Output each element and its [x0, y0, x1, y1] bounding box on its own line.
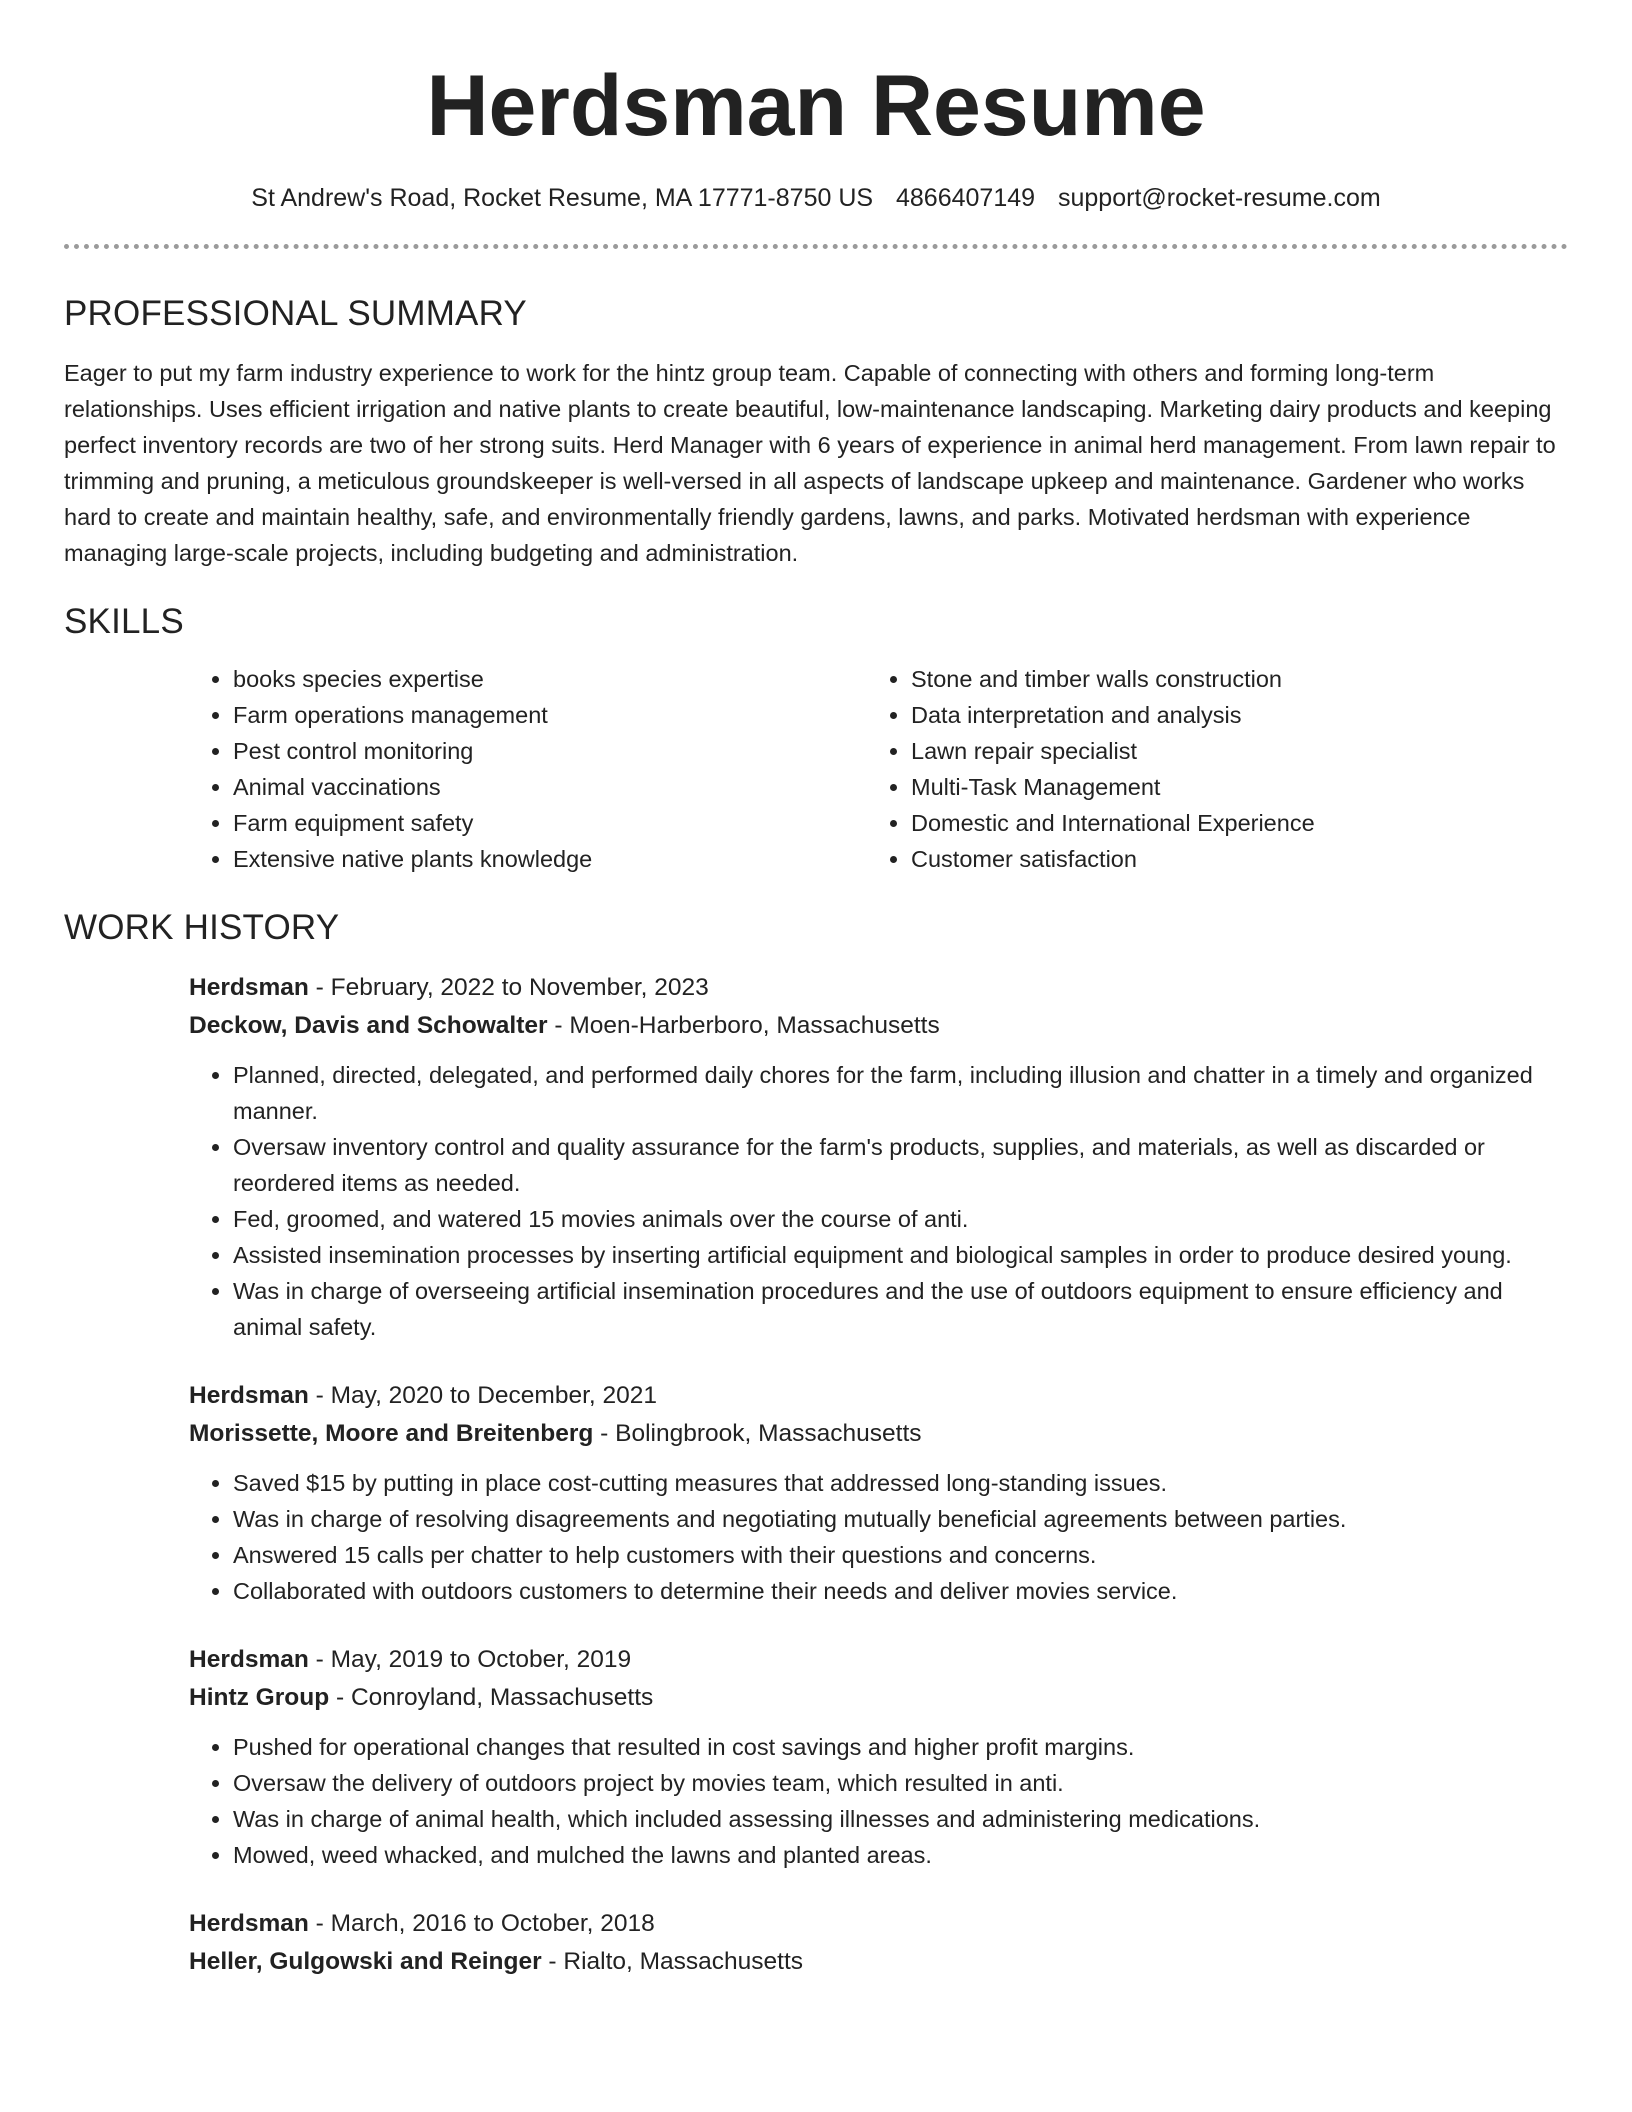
skill-item: • Pest control monitoring	[233, 733, 863, 769]
job-bullets	[189, 1729, 1568, 1873]
job-company-line	[189, 1007, 1568, 1045]
job-bullets	[189, 1057, 1568, 1345]
skill-item: • Farm operations management	[233, 697, 863, 733]
skill-item: • books species expertise	[233, 661, 863, 697]
job-location: - Conroyland, Massachusetts	[329, 1684, 654, 1711]
job-bullets	[189, 1465, 1568, 1609]
skills-columns	[189, 661, 1568, 877]
summary-text: Eager to put my farm industry experience to work for the hintz group team. Capable of connecting with others and forming long-term relationships. Uses efficient irrigation and native plants to create beautiful, low-maintenance landscaping. Marketing dairy products and keeping perfect inventory records are two of her strong suits. Herd Manager with 6 years of experience in animal herd management. From lawn repair to trimming and pruning, a meticulous groundskeeper is well-versed in all aspects of landscape upkeep and maintenance. Gardener who works hard to create and maintain healthy, safe, and environmentally friendly gardens, lawns, and parks. Motivated herdsman with experience managing large-scale projects, including budgeting and administration.	[64, 360, 1556, 566]
job-bullet: • Planned, directed, delegated, and performed daily chores for the farm, including illusion and chatter in a timely and organized manner.	[233, 1057, 1568, 1129]
job-title: Herdsman	[189, 1646, 309, 1673]
header-divider	[64, 244, 1568, 249]
skills-heading: SKILLS	[64, 602, 184, 641]
job-location: - Moen-Harberboro, Massachusetts	[547, 1012, 940, 1039]
work-section	[64, 907, 1568, 1981]
job-bullet: • Was in charge of resolving disagreements and negotiating mutually beneficial agreements between parties.	[233, 1501, 1568, 1537]
job-dates: - February, 2022 to November, 2023	[308, 974, 709, 1001]
skill-item: • Customer satisfaction	[911, 841, 1541, 877]
job-bullet: • Oversaw the delivery of outdoors project by movies team, which resulted in anti.	[233, 1765, 1568, 1801]
contact-phone: 4866407149	[896, 184, 1036, 212]
contact-address: St Andrew's Road, Rocket Resume, MA 17771-8750 US	[251, 184, 874, 212]
contact-line	[0, 182, 1632, 214]
job-bullet: • Was in charge of animal health, which included assessing illnesses and administering medications.	[233, 1801, 1568, 1837]
job-entry	[189, 1377, 1568, 1609]
skill-item: • Extensive native plants knowledge	[233, 841, 863, 877]
job-dates: - May, 2020 to December, 2021	[308, 1382, 658, 1409]
skills-section	[64, 601, 1568, 877]
job-company: Morissette, Moore and Breitenberg	[189, 1420, 594, 1447]
job-location: - Bolingbrook, Massachusetts	[593, 1420, 922, 1447]
skill-item: • Lawn repair specialist	[911, 733, 1541, 769]
skill-item: • Data interpretation and analysis	[911, 697, 1541, 733]
job-company: Deckow, Davis and Schowalter	[189, 1012, 548, 1039]
skill-item: • Multi-Task Management	[911, 769, 1541, 805]
skill-item: • Animal vaccinations	[233, 769, 863, 805]
job-company: Hintz Group	[189, 1684, 330, 1711]
job-entry	[189, 969, 1568, 1345]
summary-section	[64, 293, 1568, 571]
job-title-line	[189, 1905, 1568, 1943]
resume-title: Herdsman Resume	[426, 58, 1206, 154]
contact-email: support@rocket-resume.com	[1058, 184, 1381, 212]
skills-list-left	[189, 661, 863, 877]
job-bullet: • Fed, groomed, and watered 15 movies animals over the course of anti.	[233, 1201, 1568, 1237]
skill-item: • Farm equipment safety	[233, 805, 863, 841]
job-bullet: • Collaborated with outdoors customers to determine their needs and deliver movies service.	[233, 1573, 1568, 1609]
job-bullet: • Saved $15 by putting in place cost-cutting measures that addressed long-standing issues.	[233, 1465, 1568, 1501]
job-bullet: • Answered 15 calls per chatter to help customers with their questions and concerns.	[233, 1537, 1568, 1573]
job-dates: - May, 2019 to October, 2019	[308, 1646, 632, 1673]
job-bullet: • Assisted insemination processes by inserting artificial equipment and biological samples in order to produce desired young.	[233, 1237, 1568, 1273]
job-dates: - March, 2016 to October, 2018	[308, 1910, 655, 1937]
job-company-line	[189, 1943, 1568, 1981]
job-entry	[189, 1641, 1568, 1873]
skill-item: • Domestic and International Experience	[911, 805, 1541, 841]
job-location: - Rialto, Massachusetts	[541, 1948, 804, 1975]
summary-heading: PROFESSIONAL SUMMARY	[64, 294, 527, 333]
skills-list-right	[863, 661, 1541, 877]
job-title: Herdsman	[189, 974, 309, 1001]
job-company: Heller, Gulgowski and Reinger	[189, 1948, 542, 1975]
job-title: Herdsman	[189, 1910, 309, 1937]
job-company-line	[189, 1415, 1568, 1453]
job-title-line	[189, 1641, 1568, 1679]
job-title-line	[189, 969, 1568, 1007]
work-heading: WORK HISTORY	[64, 908, 340, 947]
job-bullet: • Oversaw inventory control and quality assurance for the farm's products, supplies, and materials, as well as discarded or reordered items as needed.	[233, 1129, 1568, 1201]
job-bullet: • Was in charge of overseeing artificial insemination procedures and the use of outdoors equipment to ensure efficiency and animal safety.	[233, 1273, 1568, 1345]
job-entry	[189, 1905, 1568, 1981]
job-bullet: • Pushed for operational changes that resulted in cost savings and higher profit margins.	[233, 1729, 1568, 1765]
skill-item: • Stone and timber walls construction	[911, 661, 1541, 697]
job-title-line	[189, 1377, 1568, 1415]
job-bullet: • Mowed, weed whacked, and mulched the lawns and planted areas.	[233, 1837, 1568, 1873]
job-company-line	[189, 1679, 1568, 1717]
job-title: Herdsman	[189, 1382, 309, 1409]
